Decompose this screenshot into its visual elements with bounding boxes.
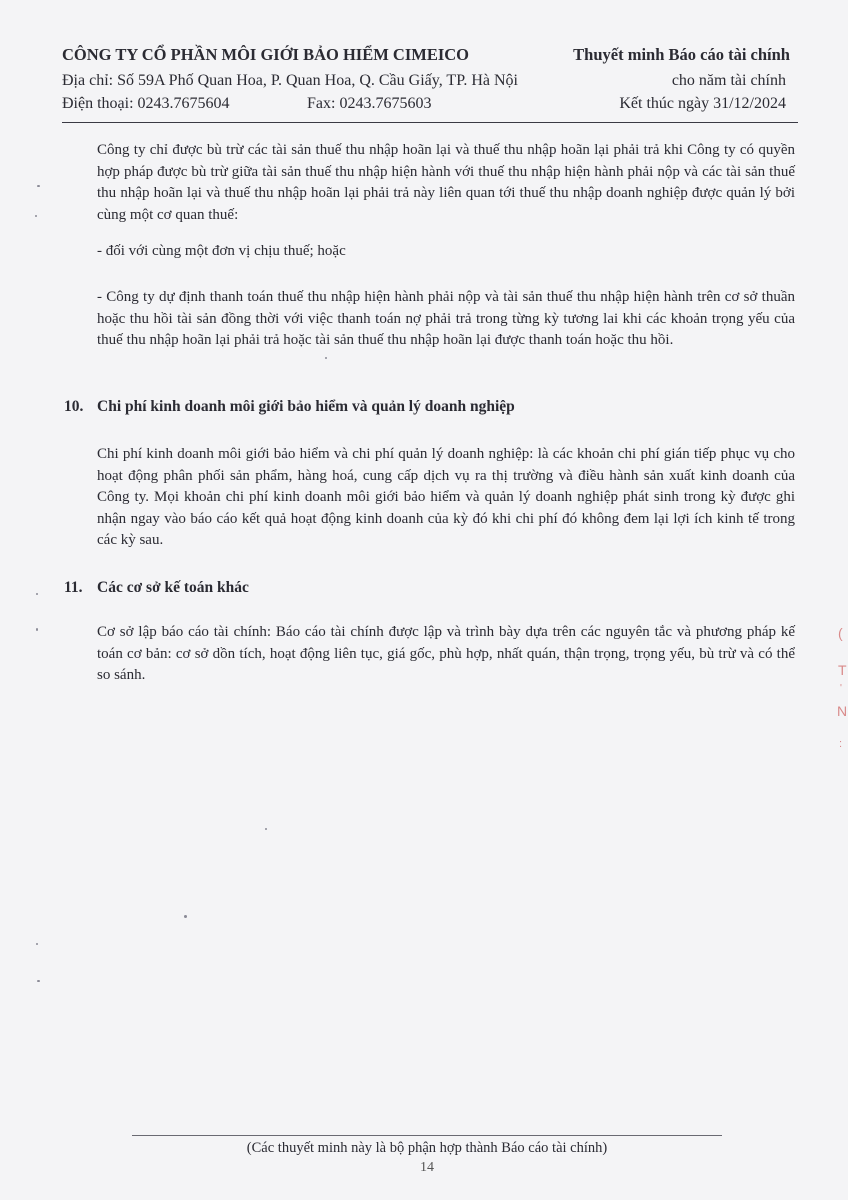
company-fax: Fax: 0243.7675603: [307, 95, 432, 112]
section-11-heading: [64, 579, 249, 597]
company-name: CÔNG TY CỔ PHẦN MÔI GIỚI BẢO HIỂM CIMEICO: [62, 45, 470, 64]
period-line-2: Kết thúc ngày 31/12/2024: [619, 95, 786, 112]
paragraph-offset-rule: Công ty chỉ được bù trừ các tài sản thuế thu nhập hoãn lại và thuế thu nhập hoãn lại phải trả khi Công ty có quyền hợp pháp được bù trừ giữa tài sản thuế thu nhập hiện hành với thuế thu nhập hiện hành phải nộp và các tài sản thuế thu nhập hoãn lại và thuế thu nhập hoãn lại phải trả này liên quan tới thuế thu nhập doanh nghiệp được quản lý bởi cùng một cơ quan thuế:: [97, 142, 795, 223]
footer-divider: [132, 1135, 722, 1136]
paragraph-section-10: Chi phí kinh doanh môi giới bảo hiểm và chi phí quản lý doanh nghiệp: là các khoản chi phí gián tiếp phục vụ cho hoạt động phân phối sản phẩm, hàng hoá, cung cấp dịch vụ ra thị trường và điều hành sản xuất kinh doanh của Công ty. Mọi khoản chi phí kinh doanh môi giới bảo hiểm và quản lý doanh nghiệp phát sinh trong kỳ được ghi nhận ngay vào báo cáo kết quả hoạt động kinh doanh của kỳ đó khi chi phí đó không đem lại lợi ích kinh tế trong các kỳ sau.: [97, 446, 795, 548]
scan-speck: [184, 915, 187, 918]
edge-stamp-mark: ': [840, 683, 842, 694]
scan-speck: [36, 943, 38, 945]
edge-stamp-mark: (: [838, 625, 843, 641]
header-row-1: [62, 45, 790, 65]
section-10-heading: [64, 398, 515, 416]
header-row-3: [62, 95, 790, 113]
header-divider: [62, 122, 798, 123]
header-row-2: [62, 72, 790, 90]
footer-note: (Các thuyết minh này là bộ phận hợp thành Báo cáo tài chính): [246, 1140, 608, 1156]
scan-speck: [35, 215, 37, 217]
paragraph-condition-1: - đối với cùng một đơn vị chịu thuế; hoặc: [97, 243, 346, 259]
company-address: Địa chỉ: Số 59A Phố Quan Hoa, P. Quan Hoa, Q. Cầu Giấy, TP. Hà Nội: [62, 72, 518, 89]
paragraph-condition-2: - Công ty dự định thanh toán thuế thu nhập hiện hành phải nộp và tài sản thuế thu nhập hiện hành trên cơ sở thuần hoặc thu hồi tài sản đồng thời với việc thanh toán nợ phải trả trong từng kỳ tương lai khi các khoản trọng yếu của thuế thu nhập hoãn lại phải trả hoặc tài sản thuế thu nhập hoãn lại được thanh toán hoặc thu hồi.: [97, 289, 795, 348]
section-11-title: Các cơ sở kế toán khác: [97, 579, 249, 596]
scan-speck: [37, 980, 40, 982]
scan-speck: [37, 185, 40, 187]
scan-speck: [36, 628, 38, 631]
edge-stamp-mark: :: [839, 738, 843, 750]
scan-speck: [265, 828, 267, 830]
edge-stamp-mark: N: [837, 703, 848, 719]
page-number: 14: [420, 1160, 434, 1175]
section-10-number: 10.: [64, 398, 84, 415]
company-phone: Điện thoại: 0243.7675604: [62, 95, 230, 112]
section-10-title: Chi phí kinh doanh môi giới bảo hiểm và quản lý doanh nghiệp: [97, 398, 515, 415]
report-title: Thuyết minh Báo cáo tài chính: [573, 45, 790, 64]
scan-speck: [325, 357, 327, 359]
edge-stamp-mark: T: [838, 662, 847, 678]
paragraph-section-11: Cơ sở lập báo cáo tài chính: Báo cáo tài chính được lập và trình bày dựa trên các nguyên tắc và phương pháp kế toán cơ bản: cơ sở dồn tích, hoạt động liên tục, giá gốc, phù hợp, nhất quán, thận trọng, trọng yếu, bù trừ và có thể so sánh.: [97, 624, 795, 683]
section-11-number: 11.: [64, 579, 83, 596]
period-line-1: cho năm tài chính: [671, 72, 786, 89]
scan-speck: [36, 593, 38, 595]
